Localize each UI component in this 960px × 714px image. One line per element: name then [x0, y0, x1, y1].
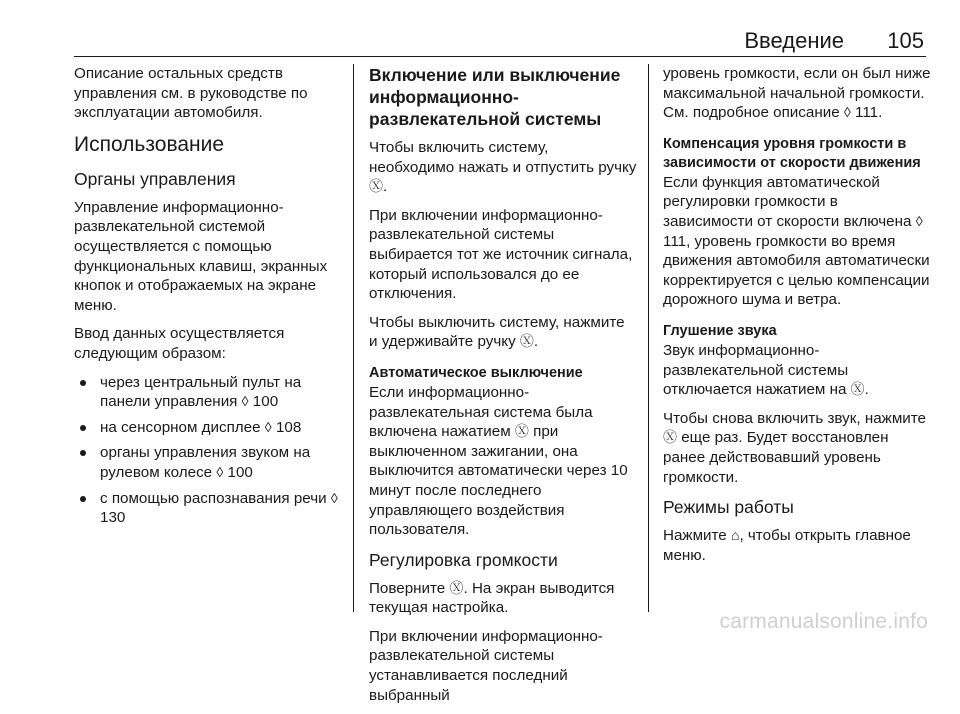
bullet-icon [80, 450, 86, 456]
column-divider [353, 64, 354, 612]
list-item: органы управления звуком на рулевом колесе ◊ 100 [74, 443, 342, 482]
column-right [663, 64, 931, 574]
power-knob-icon: Ⓧ [369, 178, 383, 195]
paragraph: При включении информационно-развлекательной системы выбирается тот же источник сигнала, который использовался до ее отключения. [369, 206, 633, 303]
power-knob-icon: Ⓧ [850, 381, 865, 398]
subsection-heading: Автоматическое выключение [369, 364, 583, 381]
reference-icon: ◊ [330, 489, 338, 506]
subsection-heading: Компенсация уровня громкости в зависимости от скорости движения [663, 135, 921, 171]
intro-paragraph: Описание остальных средств управления см. в руководстве по эксплуатации автомобиля. [74, 65, 308, 122]
paragraph: При включении информационно-развлекательной системы устанавливается последний выбранный [369, 627, 603, 704]
paragraph: Если функция автоматической регулировки громкости в зависимости от скорости включена ◊ 111, уровень громкости во время движения автомобиля автоматически корректируется с целью компенсации дорожного шума и ветра. [663, 173, 930, 309]
column-divider [648, 64, 649, 612]
page-reference[interactable]: 111. [855, 104, 883, 122]
paragraph: Нажмите ⌂, чтобы открыть главное меню. [663, 527, 911, 564]
page-reference[interactable]: 100 [227, 463, 253, 481]
paragraph: Управление информационно-развлекательной системой осуществляется с помощью функциональных клавиш, экранных кнопок и отображаемых на экране меню. [74, 198, 328, 314]
paragraph: Звук информационно-развлекательной системы отключается нажатием на Ⓧ. [663, 341, 869, 399]
reference-icon: ◊ [216, 463, 224, 480]
paragraph: Чтобы включить систему, необходимо нажать и отпустить ручку Ⓧ. [369, 139, 637, 196]
reference-icon: ◊ [264, 418, 272, 435]
section-heading: Использование [74, 132, 225, 156]
paragraph: Ввод данных осуществляется следующим образом: [74, 325, 285, 362]
page-reference[interactable]: 130 [100, 509, 126, 527]
list-item: на сенсорном дисплее ◊ 108 [74, 418, 342, 438]
page-number: 105 [887, 28, 924, 53]
watermark: carmanualsonline.info [719, 610, 928, 633]
subsection-heading: Регулировка громкости [369, 549, 558, 570]
paragraph: уровень громкости, если он был ниже максимальной начальной громкости. См. подробное описание ◊ 111. [663, 65, 931, 122]
subsection-heading: Глушение звука [663, 322, 777, 339]
reference-icon: ◊ [241, 393, 249, 410]
bullet-icon [80, 380, 86, 386]
subsection-heading: Режимы работы [663, 497, 794, 518]
bullet-icon [80, 496, 86, 502]
page-reference[interactable]: 100 [252, 393, 279, 411]
power-knob-icon: Ⓧ [449, 579, 464, 596]
bullet-icon [80, 425, 86, 431]
home-icon: ⌂ [730, 527, 740, 544]
reference-icon: ◊ [843, 104, 851, 121]
column-left [74, 64, 342, 534]
reference-icon: ◊ [915, 212, 923, 229]
paragraph: Если информационно-развлекательная система была включена нажатием Ⓧ при выключенном зажигании, она выключится автоматически через 10 минут после последнего управляющего воздействия пользователя. [369, 383, 628, 539]
page-reference[interactable]: 108 [275, 418, 302, 436]
page-title: Введение [744, 28, 844, 53]
bullet-list [74, 373, 342, 528]
paragraph: Чтобы снова включить звук, нажмите Ⓧ еще раз. Будет восстановлен ранее действовавший уровень громкости. [663, 409, 926, 486]
page-header [0, 26, 960, 56]
list-item: с помощью распознавания речи ◊ 130 [74, 489, 342, 528]
power-knob-icon: Ⓧ [663, 429, 677, 446]
paragraph: Поверните Ⓧ. На экран выводится текущая настройка. [369, 579, 615, 617]
header-divider [74, 56, 926, 57]
paragraph: Чтобы выключить систему, нажмите и удерживайте ручку Ⓧ. [369, 313, 625, 351]
page-reference[interactable]: 111, [663, 232, 691, 250]
subsection-heading: Органы управления [74, 168, 236, 189]
section-heading: Включение или выключение информационно-развлекательной системы [369, 65, 621, 129]
column-middle [369, 64, 637, 714]
power-knob-icon: Ⓧ [514, 423, 529, 440]
list-item: через центральный пульт на панели управления ◊ 100 [74, 373, 342, 412]
power-knob-icon: Ⓧ [519, 333, 534, 350]
